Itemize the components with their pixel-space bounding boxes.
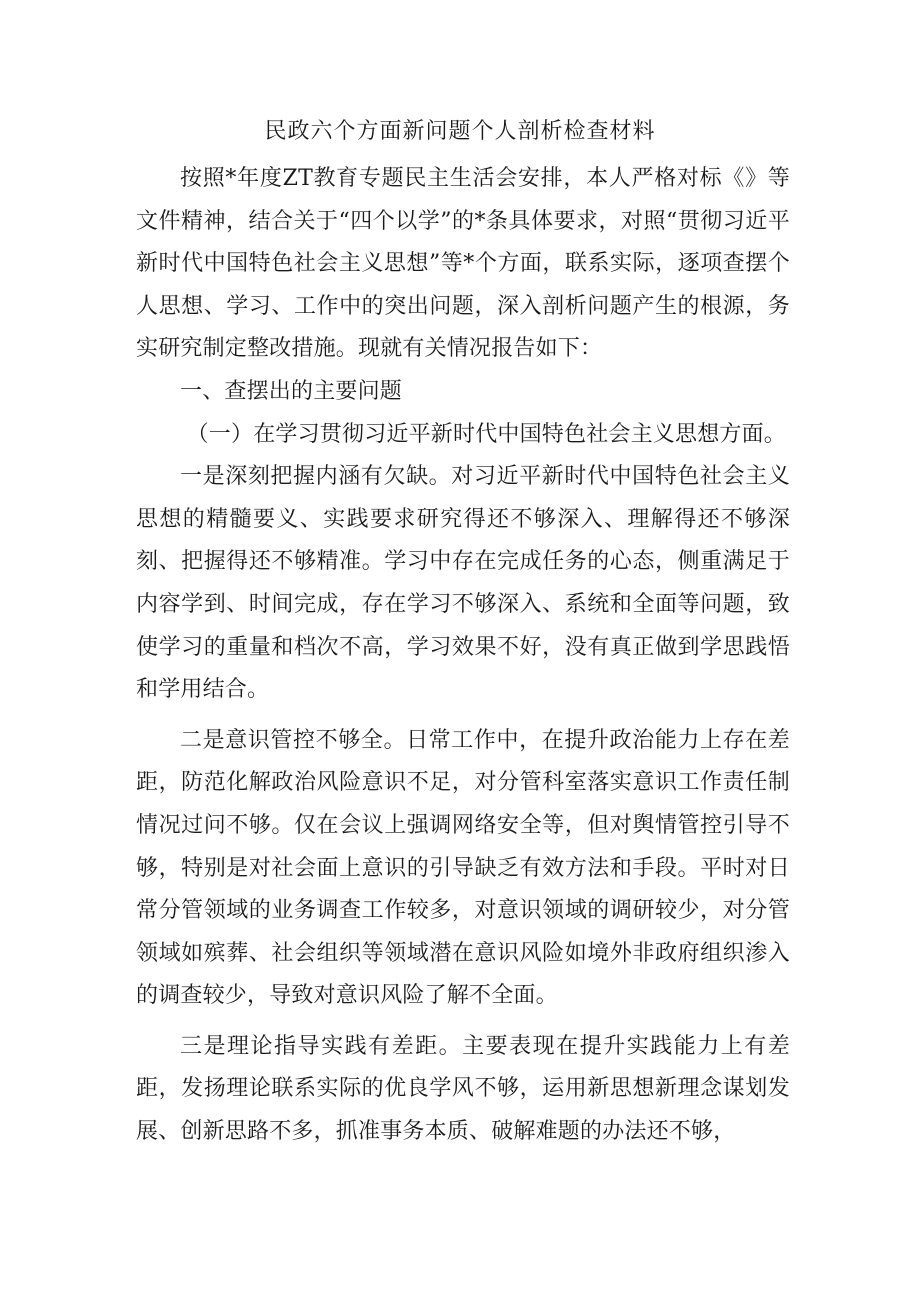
intro-paragraph: 按照*年度ZT教育专题民主生活会安排，本人严格对标《》等文件精神，结合关于“四个以学”的*条具体要求，对照“贯彻习近平新时代中国特色社会主义思想”等*个方面，联系实际，逐项查摆个人思想、学习、工作中的突出问题，深入剖析问题产生的根源，务实研究制定整改措施。现就有关情况报告如下： bbox=[136, 166, 790, 362]
point-one-paragraph: 一是深刻把握内涵有欠缺。对习近平新时代中国特色社会主义思想的精髓要义、实践要求研究得还不够深入、理解得还不够深刻、把握得还不够精准。学习中存在完成任务的心态，侧重满足于内容学到、时间完成，存在学习不够深入、系统和全面等问题，致使学习的重量和档次不高，学习效果不好，没有真正做到学思践悟和学用结合。 bbox=[136, 464, 790, 703]
document-body bbox=[136, 158, 790, 1154]
document-title: 民政六个方面新问题个人剖析检查材料 bbox=[264, 119, 656, 144]
subsection-heading-study: （一）在学习贯彻习近平新时代中国特色社会主义思想方面。 bbox=[186, 421, 786, 447]
point-two-paragraph: 二是意识管控不够全。日常工作中，在提升政治能力上存在差距，防范化解政治风险意识不足，对分管科室落实意识工作责任制情况过问不够。仅在会议上强调网络安全等，但对舆情管控引导不够，特别是对社会面上意识的引导缺乏有效方法和手段。平时对日常分管领域的业务调查工作较多，对意识领域的调研较少，对分管领域如殡葬、社会组织等领域潜在意识风险如境外非政府组织渗入的调查较少，导致对意识风险了解不全面。 bbox=[136, 727, 790, 1009]
section-heading-main-problems: 一、查摆出的主要问题 bbox=[180, 378, 403, 404]
point-three-paragraph: 三是理论指导实践有差距。主要表现在提升实践能力上有差距，发扬理论联系实际的优良学风不够，运用新思想新理念谋划发展、创新思路不多，抓准事务本质、破解难题的办法还不够， bbox=[136, 1033, 790, 1145]
